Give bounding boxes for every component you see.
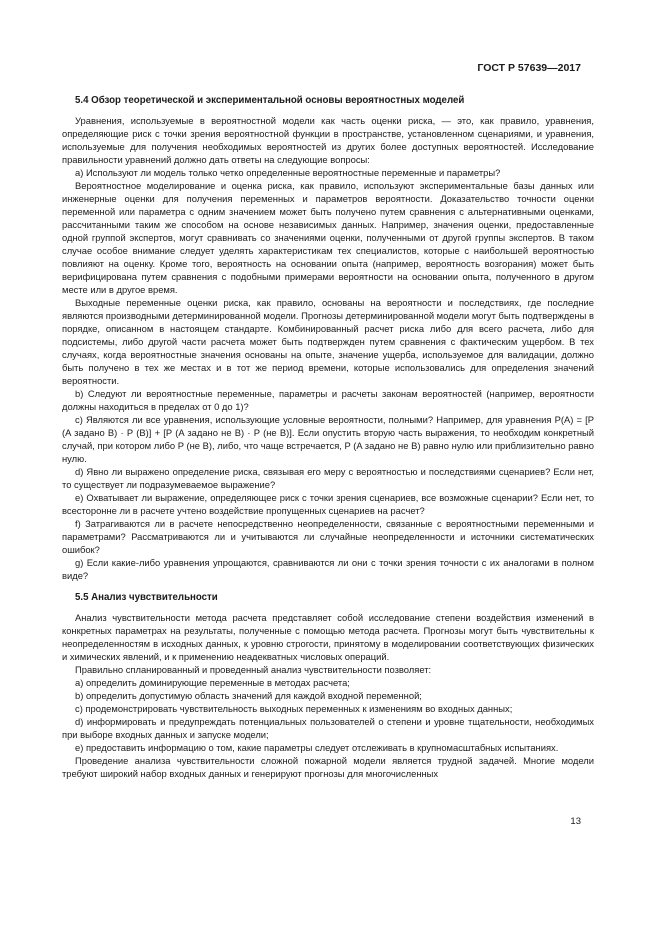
question-g: g) Если какие-либо уравнения упрощаются, сравниваются ли они с точки зрения точности с их аналогами в полном виде? [62,557,594,581]
paragraph: Проведение анализа чувствительности сложной пожарной модели является трудной задачей. Многие модели требуют широкий набор входных данных и генерируют прогнозы для многочисленных [62,755,594,779]
list-item-d: d) информировать и предупреждать потенциальных пользователей о степени и уровне тщательности, необходимых при выборе входных данных и запуске модели; [62,716,594,740]
question-b: b) Следуют ли вероятностные переменные, параметры и расчеты законам вероятностей (например, вероятности должны находиться в пределах от 0 до 1)? [62,388,594,412]
question-a: а) Используют ли модель только четко определенные вероятностные переменные и параметры? [75,167,501,178]
page-number: 13 [570,816,581,827]
question-c: с) Являются ли все уравнения, использующие условные вероятности, полными? Например, для уравнения P(A) = [P (A задано B) · P (B)] + [P (A задано не B) · P (не B)]. Если опустить вторую часть выражения, то необходим конкретный случай, при котором либо P (не B), либо, что чаще встречается, P (A задано не B) равно нулю или приблизительно равно нулю. [62,414,594,464]
paragraph: Анализ чувствительности метода расчета представляет собой исследование степени воздействия изменений в конкретных параметрах на результаты, полученные с помощью метода расчета. Прогнозы могут быть чувствительны к неопределенностям в исходных данных, к уровню строгости, принятому в моделировании соответствующих физических и химических явлений, и к применению неадекватных числовых операций. [62,612,594,662]
question-f: f) Затрагиваются ли в расчете непосредственно неопределенности, связанные с вероятностными переменными и параметрами? Рассматриваются ли и учитываются ли случайные неопределенности и источники систематических ошибок? [62,518,594,555]
list-item-c: c) продемонстрировать чувствительность выходных переменных к изменениям во входных данных; [75,703,513,714]
paragraph: Вероятностное моделирование и оценка риска, как правило, используют экспериментальные базы данных или инженерные оценки для получения переменных и параметров вероятности. Доказательство точности оценки переменной или параметра с одним значением может быть получено путем сравнения с альтернативными оценками, рассчитанными таким же способом на основе независимых данных. Например, значения оценки, предоставленные одной группой экспертов, могут сравнивать со значениями оценки, полученными от другой группы экспертов. В таком случае особое внимание следует уделять характеристикам тех специалистов, которые с наибольшей вероятностью повлияют на оценку. Кроме того, вероятность на основании опыта (например, вероятность возгорания) может быть верифицирована путем сравнения с подобными примерами вероятности на основании опыта, полученного в другом месте или в другое время. [62,180,594,295]
paragraph: Уравнения, используемые в вероятностной модели как часть оценки риска, — это, как правило, уравнения, определяющие риск с точки зрения вероятностной функции в пространстве, установленном сценариями, и уравнения, используемые для получения необходимых вероятностей из других более доступных вероятностей. Исследование правильности уравнений должно дать ответы на следующие вопросы: [62,115,594,165]
section-heading-5-4: 5.4 Обзор теоретической и экспериментальной основы вероятностных моделей [75,95,465,106]
paragraph: Правильно спланированный и проведенный анализ чувствительности позволяет: [75,664,432,675]
question-d: d) Явно ли выражено определение риска, связывая его меру с вероятностью и последствиями сценариев? Если нет, то существует ли подразумеваемое выражение? [62,466,594,490]
paragraph: Выходные переменные оценки риска, как правило, основаны на вероятности и последствиях, где последние являются производными детерминированной модели. Прогнозы детерминированной модели могут быть подтверждены в порядке, описанном в настоящем стандарте. Комбинированный расчет риска либо для всего расчета, либо для подсистемы, либо другой части расчета может быть подтвержден путем сравнения с фактическим ущербом. В тех случаях, когда вероятностные значения основаны на опыте, значение ущерба, используемое для валидации, должно быть получено в тех же местах и в тот же период времени, которые использовались для определения значений вероятности. [62,297,594,386]
document-standard-header: ГОСТ Р 57639—2017 [477,62,581,74]
document-body [62,94,594,780]
section-heading-5-5: 5.5 Анализ чувствительности [75,592,218,603]
list-item-e: e) предоставить информацию о том, какие параметры следует отслеживать в крупномасштабных испытаниях. [75,742,559,753]
list-item-b: b) определить допустимую область значений для каждой входной переменной; [75,690,422,701]
list-item-a: а) определить доминирующие переменные в методах расчета; [75,677,350,688]
question-e: e) Охватывает ли выражение, определяющее риск с точки зрения сценариев, все возможные сценарии? Если нет, то всесторонне ли в расчете учтено воздействие пропущенных сценариев на расчет? [62,492,594,516]
